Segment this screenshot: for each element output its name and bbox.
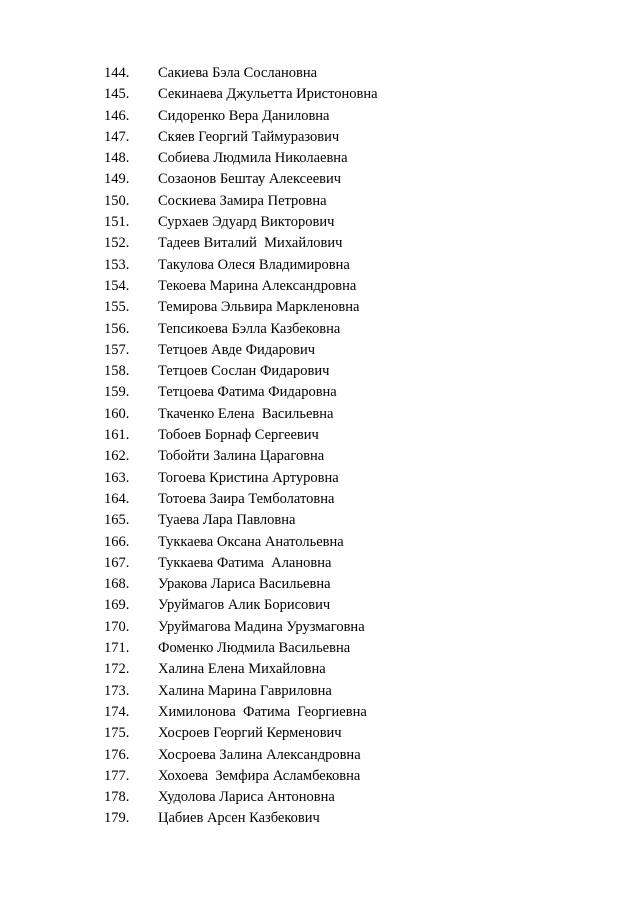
item-number: 174. (104, 703, 130, 720)
item-number: 170. (104, 618, 130, 635)
item-number: 152. (104, 235, 130, 252)
item-number: 167. (104, 554, 130, 571)
person-name: Текоева Марина Александровна (158, 277, 357, 294)
item-number: 154. (104, 277, 130, 294)
list-item (0, 638, 640, 659)
item-number: 166. (104, 533, 130, 550)
item-number: 179. (104, 810, 130, 827)
person-name: Химилонова Фатима Георгиевна (158, 703, 367, 720)
list-item (0, 233, 640, 254)
list-item (0, 681, 640, 702)
list-item (0, 510, 640, 531)
list-item (0, 617, 640, 638)
list-item (0, 489, 640, 510)
item-number: 145. (104, 86, 130, 103)
item-number: 173. (104, 682, 130, 699)
item-number: 162. (104, 448, 130, 465)
item-number: 148. (104, 150, 130, 167)
list-item (0, 766, 640, 787)
item-number: 178. (104, 789, 130, 806)
list-item (0, 595, 640, 616)
person-name: Соскиева Замира Петровна (158, 192, 327, 209)
list-item (0, 553, 640, 574)
person-name: Тетцоев Сослан Фидарович (158, 363, 330, 380)
person-name: Секинаева Джульетта Иристоновна (158, 86, 378, 103)
item-number: 163. (104, 469, 130, 486)
list-item (0, 63, 640, 84)
person-name: Тотоева Заира Темболатовна (158, 490, 335, 507)
list-item (0, 361, 640, 382)
numbered-name-list (0, 63, 640, 830)
person-name: Уракова Лариса Васильевна (158, 576, 331, 593)
item-number: 149. (104, 171, 130, 188)
item-number: 169. (104, 597, 130, 614)
person-name: Хосроев Георгий Керменович (158, 725, 342, 742)
person-name: Худолова Лариса Антоновна (158, 789, 335, 806)
list-item (0, 659, 640, 680)
list-item (0, 702, 640, 723)
list-item (0, 127, 640, 148)
person-name: Туаева Лара Павловна (158, 512, 296, 529)
person-name: Уруймагова Мадина Урузмаговна (158, 618, 365, 635)
item-number: 161. (104, 427, 130, 444)
list-item (0, 255, 640, 276)
person-name: Созаонов Бештау Алексеевич (158, 171, 342, 188)
item-number: 171. (104, 640, 130, 657)
item-number: 165. (104, 512, 130, 529)
person-name: Хосроева Залина Александровна (158, 746, 361, 763)
list-item (0, 425, 640, 446)
list-item (0, 319, 640, 340)
item-number: 177. (104, 767, 130, 784)
list-item (0, 404, 640, 425)
person-name: Ткаченко Елена Васильевна (158, 405, 334, 422)
list-item (0, 169, 640, 190)
person-name: Цабиев Арсен Казбекович (158, 810, 320, 827)
list-item (0, 574, 640, 595)
person-name: Тетцоев Авде Фидарович (158, 341, 315, 358)
person-name: Собиева Людмила Николаевна (158, 150, 348, 167)
person-name: Скяев Георгий Таймуразович (158, 128, 340, 145)
person-name: Тадеев Виталий Михайлович (158, 235, 343, 252)
list-item (0, 723, 640, 744)
list-item (0, 787, 640, 808)
list-item (0, 276, 640, 297)
list-item (0, 468, 640, 489)
list-item (0, 446, 640, 467)
person-name: Уруймагов Алик Борисович (158, 597, 331, 614)
item-number: 159. (104, 384, 130, 401)
item-number: 144. (104, 65, 130, 81)
list-item (0, 297, 640, 318)
person-name: Сакиева Бэла Сослановна (158, 65, 318, 81)
person-name: Халина Марина Гавриловна (158, 682, 332, 699)
list-item (0, 382, 640, 403)
item-number: 150. (104, 192, 130, 209)
item-number: 156. (104, 320, 130, 337)
item-number: 175. (104, 725, 130, 742)
item-number: 151. (104, 214, 130, 231)
list-item (0, 191, 640, 212)
person-name: Халина Елена Михайловна (158, 661, 326, 678)
person-name: Хохоева Земфира Асламбековна (158, 767, 361, 784)
person-name: Тогоева Кристина Артуровна (158, 469, 339, 486)
item-number: 147. (104, 128, 130, 145)
item-number: 153. (104, 256, 130, 273)
person-name: Тобойти Залина Цараговна (158, 448, 325, 465)
list-item (0, 808, 640, 829)
person-name: Фоменко Людмила Васильевна (158, 640, 351, 657)
list-item (0, 745, 640, 766)
list-item (0, 84, 640, 105)
item-number: 164. (104, 490, 130, 507)
list-item (0, 106, 640, 127)
person-name: Темирова Эльвира Маркленовна (158, 299, 360, 316)
person-name: Сурхаев Эдуард Викторович (158, 214, 335, 231)
item-number: 146. (104, 107, 130, 124)
person-name: Туккаева Оксана Анатольевна (158, 533, 344, 550)
item-number: 172. (104, 661, 130, 678)
item-number: 158. (104, 363, 130, 380)
item-number: 160. (104, 405, 130, 422)
item-number: 176. (104, 746, 130, 763)
person-name: Такулова Олеся Владимировна (158, 256, 350, 273)
person-name: Сидоренко Вера Даниловна (158, 107, 330, 124)
item-number: 168. (104, 576, 130, 593)
list-item (0, 148, 640, 169)
list-item (0, 532, 640, 553)
person-name: Тепсикоева Бэлла Казбековна (158, 320, 341, 337)
list-item (0, 340, 640, 361)
item-number: 157. (104, 341, 130, 358)
item-number: 155. (104, 299, 130, 316)
person-name: Тетцоева Фатима Фидаровна (158, 384, 337, 401)
person-name: Туккаева Фатима Алановна (158, 554, 332, 571)
list-item (0, 212, 640, 233)
person-name: Тобоев Борнаф Сергеевич (158, 427, 319, 444)
